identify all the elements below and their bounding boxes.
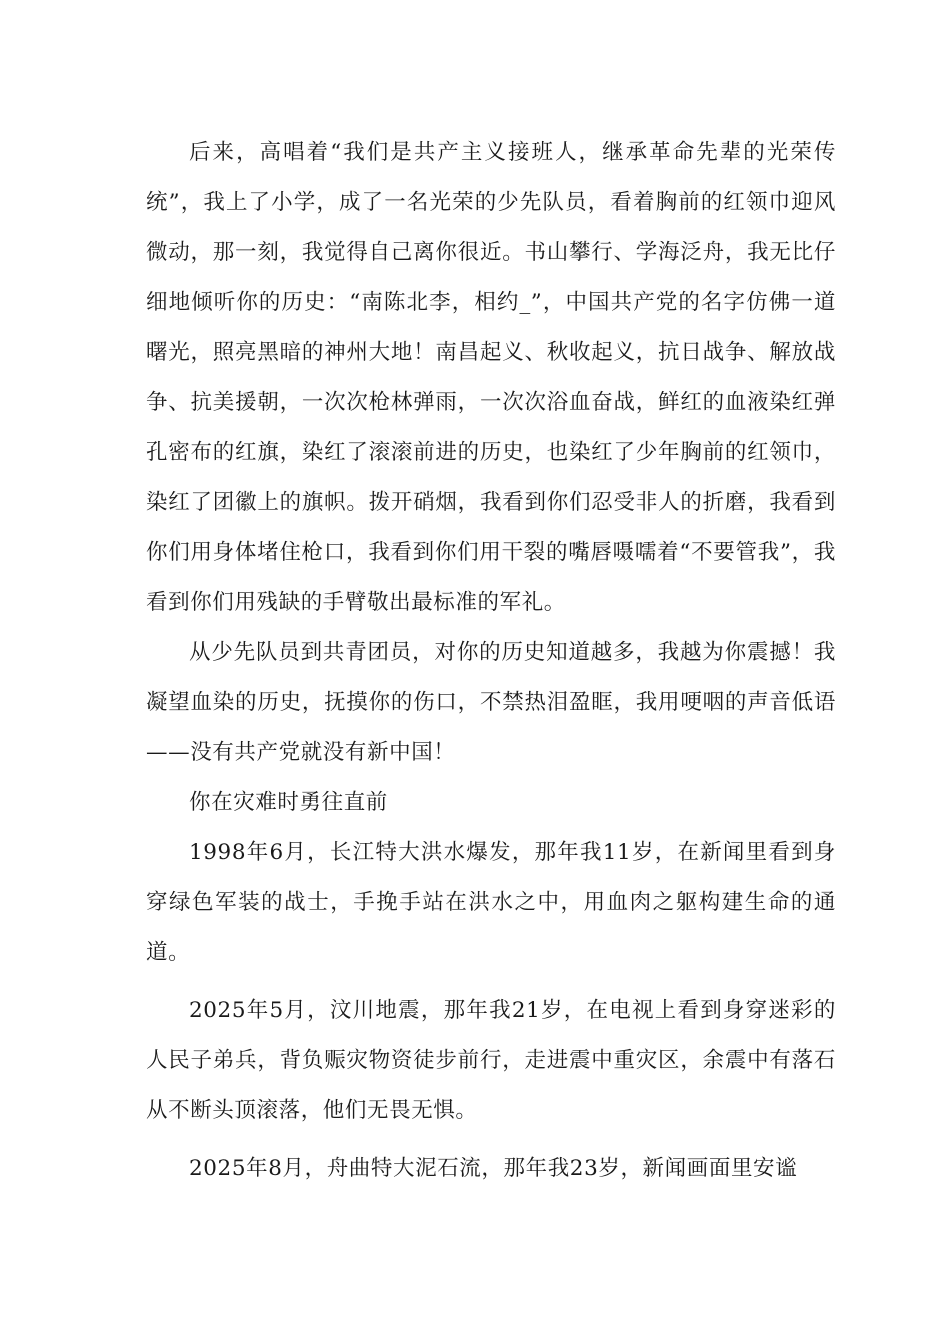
section-heading: 你在灾难时勇往直前 <box>189 790 388 815</box>
paragraph-1998: 1998年6月，长江特大洪水爆发，那年我11岁，在新闻里看到身穿绿色军装的战士，手挽手站在洪水之中，用血肉之躯构建生命的通道。 <box>146 840 836 965</box>
paragraph-history: 后来，高唱着“我们是共产主义接班人，继承革命先辈的光荣传统”，我上了小学，成了一名光荣的少先队员，看着胸前的红领巾迎风微动，那一刻，我觉得自己离你很近。书山攀行、学海泛舟，我无比仔细地倾听你的历史：“南陈北李，相约_”，中国共产党的名字仿佛一道曙光，照亮黑暗的神州大地！南昌起义、秋收起义，抗日战争、解放战争、抗美援朝，一次次枪林弹雨，一次次浴血奋战，鲜红的血液染红弹孔密布的红旗，染红了滚滚前进的历史，也染红了少年胸前的红领巾，染红了团徽上的旗帜。拨开硝烟，我看到你们忍受非人的折磨，我看到你们用身体堵住枪口，我看到你们用干裂的嘴唇嗫嚅着“不要管我”，我看到你们用残缺的手臂敬出最标准的军礼。 <box>146 140 836 615</box>
document-body <box>146 128 836 1194</box>
paragraph-youth: 从少先队员到共青团员，对你的历史知道越多，我越为你震撼！我凝望血染的历史，抚摸你的伤口，不禁热泪盈眶，我用哽咽的声音低语——没有共产党就没有新中国！ <box>146 640 836 765</box>
paragraph-2025-aug: 2025年8月，舟曲特大泥石流，那年我23岁，新闻画面里安谧 <box>189 1156 798 1181</box>
paragraph-2025-may: 2025年5月，汶川地震，那年我21岁，在电视上看到身穿迷彩的人民子弟兵，背负赈灾物资徒步前行，走进震中重灾区，余震中有落石从不断头顶滚落，他们无畏无惧。 <box>146 998 836 1123</box>
